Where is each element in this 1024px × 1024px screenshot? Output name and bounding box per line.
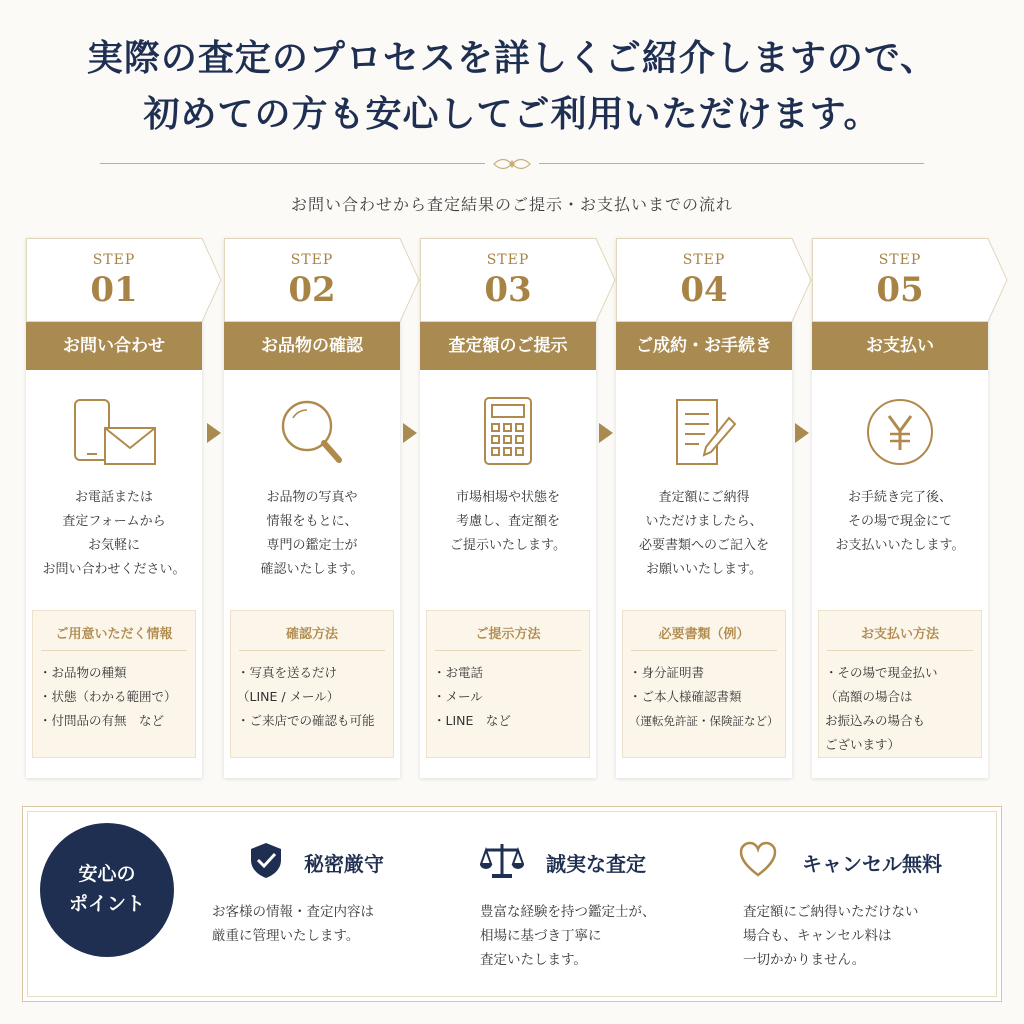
calculator-icon [463, 396, 553, 470]
info-item: （運転免許証・保険証など） [629, 714, 779, 728]
info-item: ・付問品の有無 など [39, 713, 165, 728]
step-arrow-icon [403, 423, 417, 443]
step-card-1 [26, 238, 202, 778]
info-item: ・写真を送るだけ [237, 665, 338, 680]
step-arrow-icon [207, 423, 221, 443]
step-description: 市場相場や状態を 考慮し、査定額を ご提示いたします。 [450, 490, 566, 553]
point-title: 誠実な査定 [546, 852, 646, 876]
point-title: 秘密厳守 [304, 852, 384, 876]
step-description: 査定額にご納得 いただけましたら、 必要書類へのご記入を お願いいたします。 [638, 490, 769, 577]
ornamental-divider [100, 158, 924, 170]
point-text: お客様の情報・査定内容は 厳重に管理いたします。 [212, 904, 374, 944]
info-item: ・お品物の種類 [39, 665, 127, 680]
info-title: ご用意いただく情報 [55, 627, 173, 642]
step-number: 04 [680, 270, 728, 310]
yen-coin-icon [855, 396, 945, 470]
flow-subtitle: お問い合わせから査定結果のご提示・お支払いまでの流れ [290, 195, 733, 214]
point-text: 査定額にご納得いただけない 場合も、キャンセル料は 一切かかりません。 [743, 904, 919, 968]
step-description: お手続き完了後、 その場で現金にて お支払いいたします。 [835, 490, 965, 553]
step-number: 03 [484, 270, 532, 310]
step-info-box [230, 610, 394, 758]
step-card-2 [224, 238, 400, 778]
step-arrow-icon [795, 423, 809, 443]
point-text: 豊富な経験を持つ鑑定士が、 相場に基づき丁寧に 査定いたします。 [480, 904, 656, 968]
step-title: お問い合わせ [26, 322, 202, 370]
info-item: ございます） [825, 737, 901, 752]
step-info-box [622, 610, 786, 758]
info-item: ・LINE など [433, 713, 511, 728]
info-item: ・身分証明書 [629, 665, 705, 680]
step-title: お品物の確認 [224, 322, 400, 370]
info-item: ・メール [433, 689, 483, 704]
step-label: STEP [486, 252, 530, 268]
info-item: ・状態（わかる範囲で） [39, 689, 177, 704]
info-item: （LINE / メール） [237, 689, 340, 704]
step-info-box [32, 610, 196, 758]
step-label: STEP [92, 252, 136, 268]
headline-line-1: 実際の査定のプロセスを詳しくご紹介しますので、 [86, 37, 938, 79]
info-item: ・その場で現金払い [825, 665, 938, 680]
step-number: 01 [90, 270, 138, 310]
points-badge: 安心の ポイント [40, 823, 174, 957]
ornament-icon [492, 156, 532, 172]
step-label: STEP [682, 252, 726, 268]
info-item: ・ご本人様確認書類 [629, 689, 742, 704]
step-title: 査定額のご提示 [420, 322, 596, 370]
document-pen-icon [659, 396, 749, 470]
step-description: お品物の写真や 情報をもとに、 専門の鑑定士が 確認いたします。 [260, 490, 364, 577]
info-title: 必要書類（例） [658, 627, 750, 642]
point-title: キャンセル無料 [802, 852, 942, 876]
step-label: STEP [290, 252, 334, 268]
info-item: お振込みの場合も [825, 713, 926, 728]
step-card-5 [812, 238, 988, 778]
step-card-4 [616, 238, 792, 778]
info-item: （高額の場合は [825, 689, 913, 704]
step-card-3 [420, 238, 596, 778]
step-title: お支払い [812, 322, 988, 370]
step-info-box [426, 610, 590, 758]
scales-icon [480, 840, 524, 880]
step-description: お電話または 査定フォームから お気軽に お問い合わせください。 [42, 490, 186, 577]
info-title: お支払い方法 [860, 627, 939, 642]
shield-check-icon [246, 840, 286, 880]
step-number: 05 [876, 270, 924, 310]
info-title: ご提示方法 [475, 627, 541, 642]
phone-mail-icon [69, 396, 159, 470]
step-number: 02 [288, 270, 336, 310]
step-title: ご成約・お手続き [616, 322, 792, 370]
heart-icon [738, 840, 778, 880]
info-item: ・お電話 [433, 665, 484, 680]
info-item: ・ご来店での確認も可能 [237, 713, 375, 728]
magnifier-icon [267, 396, 357, 470]
step-arrow-icon [599, 423, 613, 443]
info-title: 確認方法 [285, 627, 338, 642]
step-info-box [818, 610, 982, 758]
headline-line-2: 初めての方も安心してご利用いただけます。 [143, 93, 881, 135]
headline [0, 30, 1024, 142]
step-label: STEP [878, 252, 922, 268]
